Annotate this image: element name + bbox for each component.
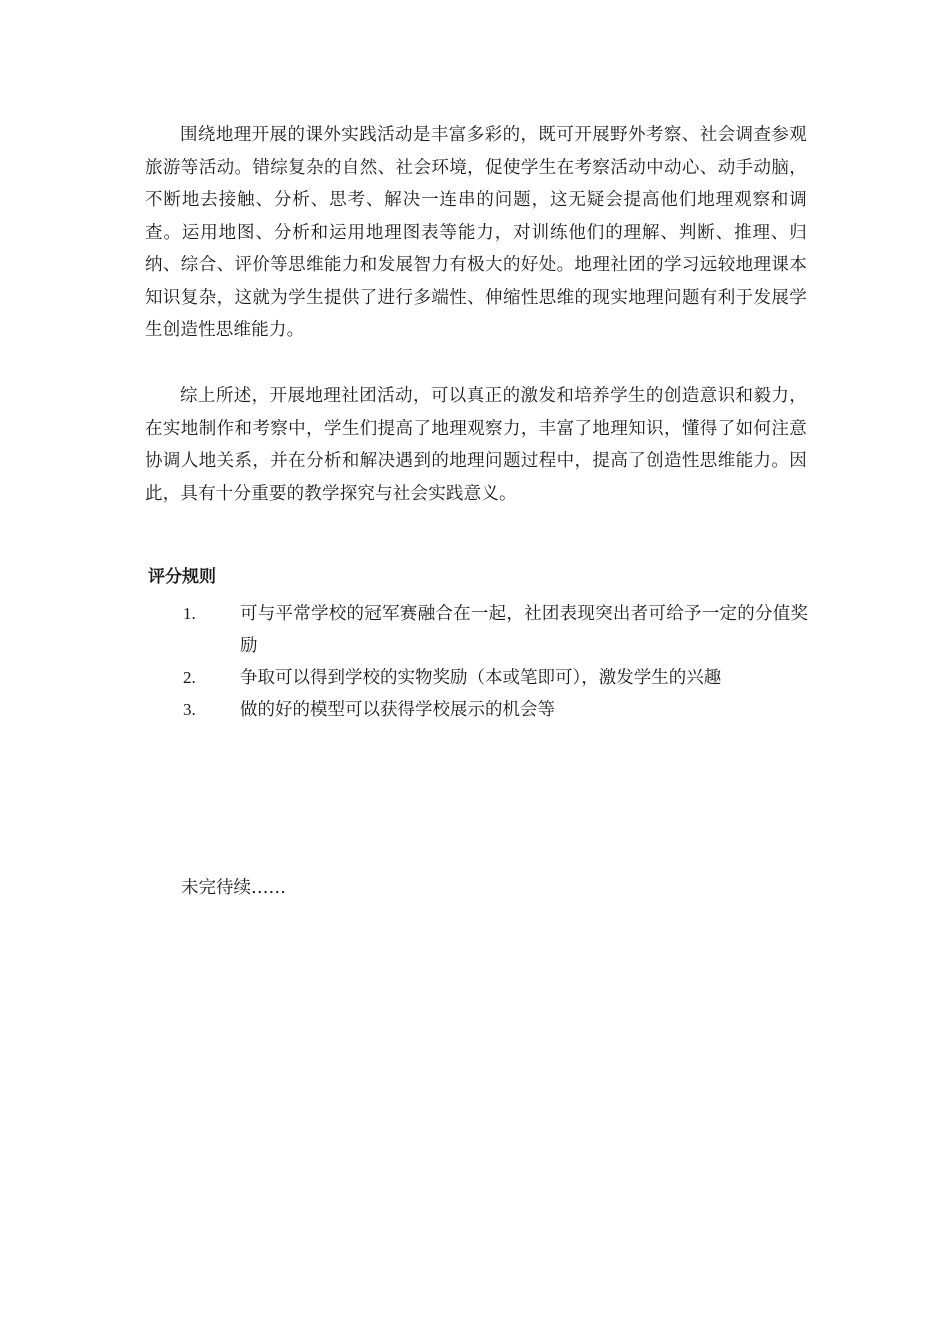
to-be-continued-note: 未完待续…… xyxy=(181,878,286,898)
scoring-rule-item xyxy=(0,694,950,726)
rule-text: 可与平常学校的冠军赛融合在一起，社团表现突出者可给予一定的分值奖励 xyxy=(240,604,808,656)
body-paragraph-summary: 综上所述，开展地理社团活动，可以真正的激发和培养学生的创造意识和毅力，在实地制作和考察中，学生们提高了地理观察力，丰富了地理知识，懂得了如何注意协调人地关系，并在分析和解决遇到的地理问题过程中，提高了创造性思维能力。因此，具有十分重要的教学探究与社会实践意义。 xyxy=(145,386,807,504)
rule-text: 争取可以得到学校的实物奖励（本或笔即可），激发学生的兴趣 xyxy=(240,668,722,688)
scoring-rules-heading: 评分规则 xyxy=(148,567,216,587)
scoring-rule-item xyxy=(0,598,950,662)
rule-number: 1. xyxy=(183,604,196,623)
rule-number: 3. xyxy=(183,700,196,719)
scoring-rule-item xyxy=(0,662,950,694)
scoring-rules-list xyxy=(0,598,950,726)
rule-number: 2. xyxy=(183,668,196,687)
body-paragraph-activities: 围绕地理开展的课外实践活动是丰富多彩的，既可开展野外考察、社会调查参观旅游等活动。错综复杂的自然、社会环境，促使学生在考察活动中动心、动手动脑，不断地去接触、分析、思考、解决一连串的问题，这无疑会提高他们地理观察和调查。运用地图、分析和运用地理图表等能力，对训练他们的理解、判断、推理、归纳、综合、评价等思维能力和发展智力有极大的好处。地理社团的学习远较地理课本知识复杂，这就为学生提供了进行多端性、伸缩性思维的现实地理问题有利于发展学生创造性思维能力。 xyxy=(145,125,807,340)
rule-text: 做的好的模型可以获得学校展示的机会等 xyxy=(240,700,555,720)
